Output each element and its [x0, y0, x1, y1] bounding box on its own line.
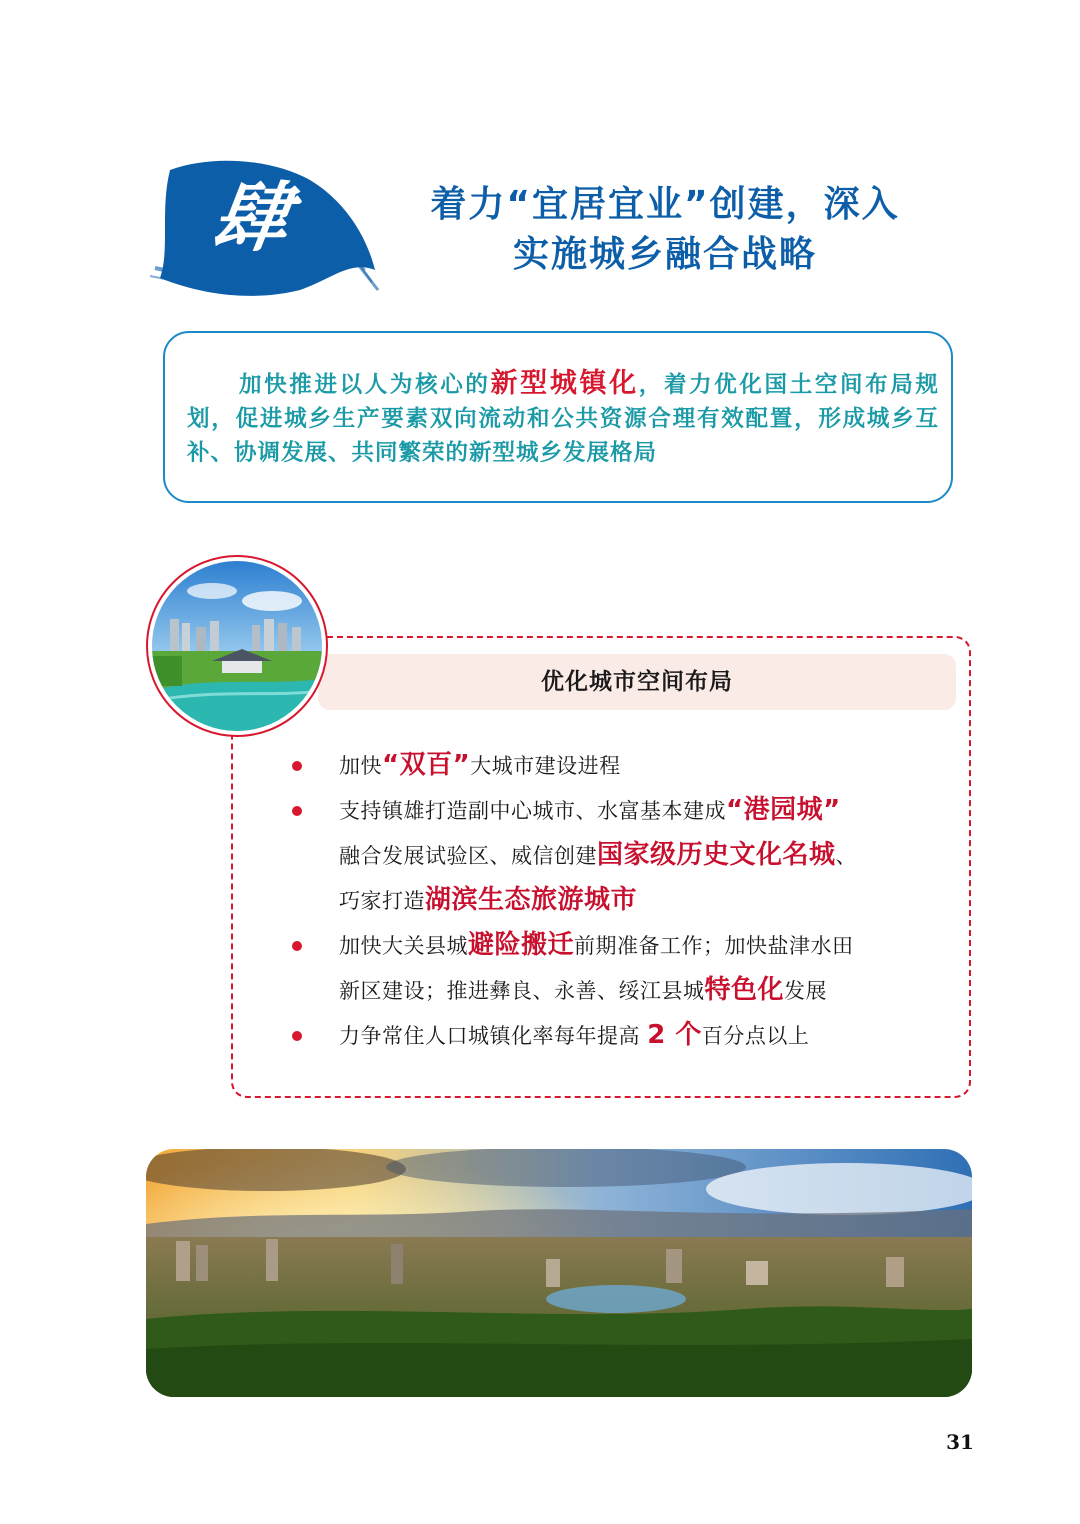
list-item-line: 支持镇雄打造副中心城市、水富基本建成“港园城”	[339, 795, 841, 825]
intro-box	[163, 331, 953, 503]
panorama-image	[146, 1149, 972, 1397]
bullet-dot	[292, 941, 302, 951]
bullet-dot	[292, 761, 302, 771]
city-photo-circle	[146, 555, 328, 737]
highlight-text: “港园城”	[726, 795, 841, 825]
list-item-line: 加快大关县城避险搬迁前期准备工作；加快盐津水田	[339, 930, 854, 960]
intro-suffix: ，着力优化国土空间布局规划，促进城乡生产要素双向流动和公共资源合理有效配置，形成城乡互补、协调发展、共同繁荣的新型城乡发展格局	[187, 372, 939, 466]
panel-title: 优化城市空间布局	[541, 669, 733, 695]
city-panorama-photo	[146, 1149, 972, 1397]
list-item-line: 力争常住人口城镇化率每年提高 2 个百分点以上	[339, 1020, 810, 1050]
list-item-line: 加快“双百”大城市建设进程	[339, 750, 621, 780]
bullet-dot	[292, 1031, 302, 1041]
chapter-title-line-2: 实施城乡融合战略	[512, 234, 817, 275]
highlight-text: 湖滨生态旅游城市	[425, 885, 638, 915]
city-photo-image	[152, 561, 322, 731]
highlight-text: 特色化	[704, 975, 785, 1005]
highlight-text: 2 个	[647, 1020, 702, 1050]
list-item-line: 融合发展试验区、威信创建国家级历史文化名城、	[339, 840, 858, 870]
panel-header	[318, 654, 956, 710]
highlight-text: 避险搬迁	[468, 930, 575, 960]
highlight-text: “双百”	[382, 750, 471, 780]
highlight-text: 国家级历史文化名城	[597, 840, 836, 870]
list-item-line: 新区建设；推进彝良、永善、绥江县城特色化发展	[339, 975, 828, 1005]
chapter-title-line-1: 着力“宜居宜业”创建，深入	[430, 184, 900, 225]
page-number: 31	[946, 1430, 974, 1454]
bullet-dot	[292, 806, 302, 816]
intro-highlight: 新型城镇化	[490, 368, 639, 399]
intro-prefix: 加快推进以人为核心的	[239, 372, 491, 398]
intro-paragraph	[187, 367, 939, 470]
chapter-number: 肆	[206, 173, 296, 262]
list-item-line: 巧家打造湖滨生态旅游城市	[339, 885, 638, 915]
